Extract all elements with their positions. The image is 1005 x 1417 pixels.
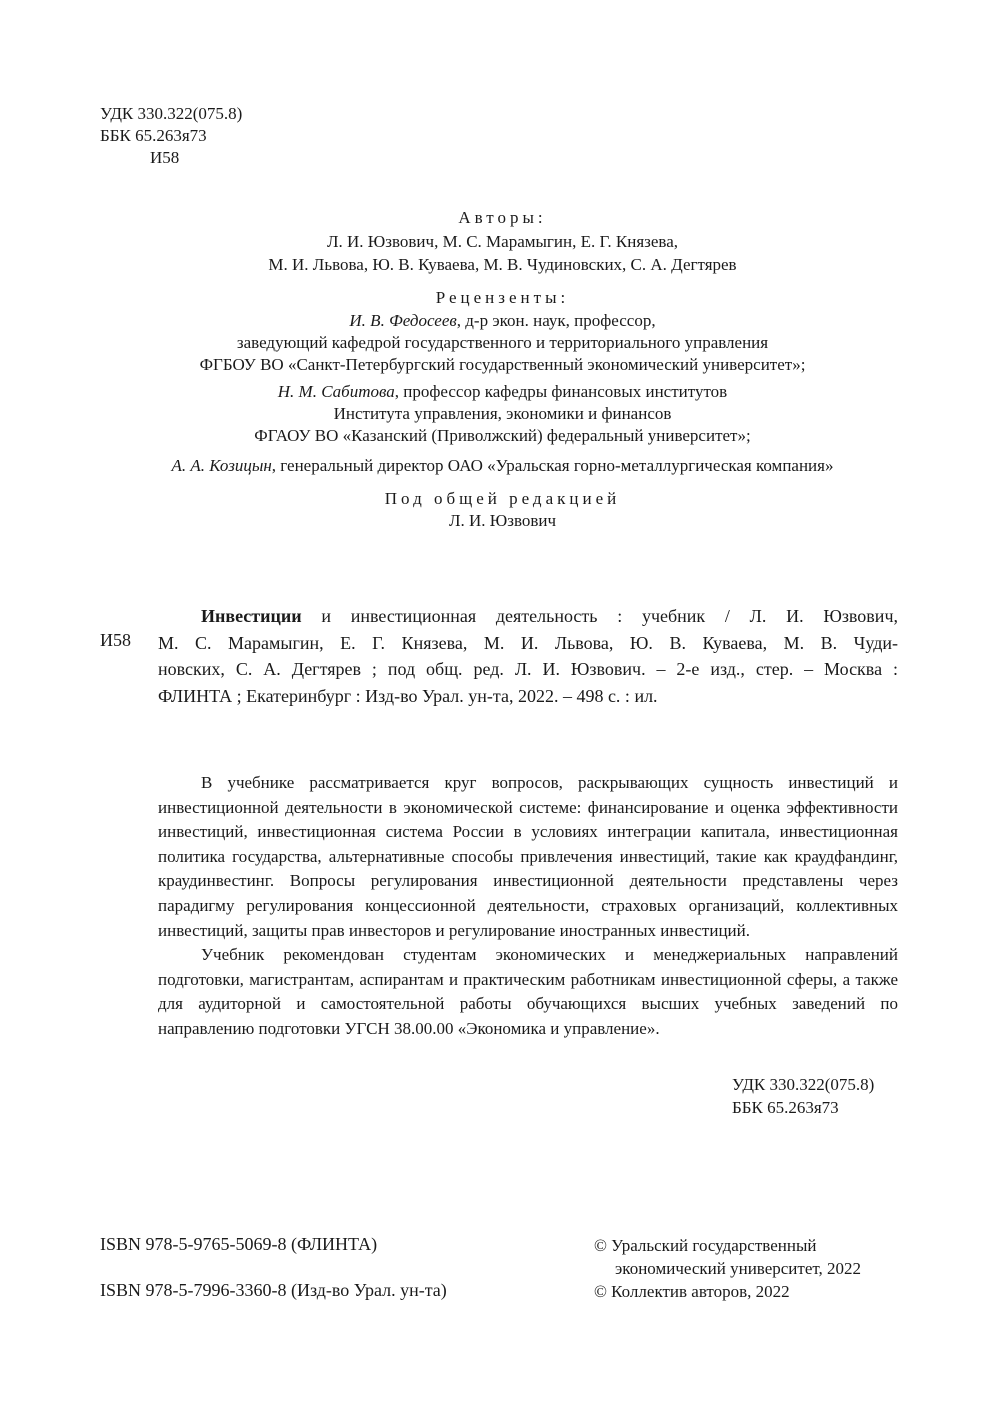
abstract [158,771,898,1042]
authors-heading: Авторы: [458,208,547,227]
book-title: Инвестиции [201,606,302,626]
author-index: И58 [150,148,180,167]
udk-code-bottom: УДК 330.322(075.8) [732,1075,875,1094]
udk-code: УДК 330.322(075.8) [100,104,243,123]
editor-heading: Под общей редакцией [384,489,621,508]
authors-line-1: Л. И. Юзвович, М. С. Марамыгин, Е. Г. Князева, [327,232,678,251]
reviewer-1-line-2: заведующий кафедрой государственного и территориального управления [236,333,769,352]
reviewer-3-name: А. А. Козицын [171,456,272,475]
reviewer-1-line-1: И. В. Федосеев, д-р экон. наук, профессор, [349,311,656,330]
bibliography-line-2: М. С. Марамыгин, Е. Г. Князева, М. И. Львова, Ю. В. Куваева, М. В. Чуди- [158,632,898,653]
reviewer-2-line-2: Института управления, экономики и финансов [333,404,672,423]
copyright-authors: © Коллектив авторов, 2022 [594,1282,790,1301]
abstract-paragraph-1: В учебнике рассматривается круг вопросов, раскрывающих сущность инвестиций и инвестиционной деятельности в экономической системе: финансирование и оценка эффективности инвестиций, инвестиционная система России в условиях интеграции капитала, инвестиционная политика государства, альтернативные способы привлечения инвестиций, такие как краудфандинг, краудинвестинг. Вопросы регулирования инвестиционной деятельности представлены через парадигму регулирования концессионной деятельности, страховых организаций, коллективных инвестиций, защиты прав инвесторов и регулирование иностранных инвестиций. [158,773,898,940]
reviewer-2-line-3: ФГАОУ ВО «Казанский (Приволжский) федеральный университет»; [254,426,751,445]
bibliographic-record [158,603,898,709]
reviewer-3-line-1: А. А. Козицын, генеральный директор ОАО «Уральская горно-металлургическая компания» [171,456,834,475]
reviewers-heading: Рецензенты: [435,288,570,307]
reviewer-1-name: И. В. Федосеев [349,311,457,330]
isbn-flinta: ISBN 978-5-9765-5069-8 (ФЛИНТА) [100,1234,378,1254]
classification-codes [100,103,242,169]
reviewer-1-line-3: ФГБОУ ВО «Санкт-Петербургский государственный экономический университет»; [199,355,806,374]
editor-name: Л. И. Юзвович [448,511,557,530]
bibliography-line-4: ФЛИНТА ; Екатеринбург : Изд-во Урал. ун-та, 2022. – 498 с. : ил. [158,685,658,706]
copyright-university: © Уральский государственный экономический университет, 2022 [594,1236,862,1278]
isbn-ural: ISBN 978-5-7996-3360-8 (Изд-во Урал. ун-та) [100,1280,447,1300]
classification-codes-bottom [732,1073,874,1119]
reviewer-2-line-1: Н. М. Сабитова, профессор кафедры финансовых институтов [277,382,728,401]
abstract-paragraph-2: Учебник рекомендован студентам экономических и менеджериальных направлений подготовки, магистрантам, аспирантам и практическим работникам инвестиционной сферы, а также для аудиторной и самостоятельной работы обучающихся высших учебных заведений по направлению подготовки УГСН 38.00.00 «Экономика и управление». [158,945,898,1038]
bibliography-line-3: новских, С. А. Дегтярев ; под общ. ред. Л. И. Юзвович. – 2-е изд., стер. – Москва : [158,659,898,679]
bibliography-line-1: Инвестиции и инвестиционная деятельность : учебник / Л. И. Юзвович, [201,606,898,626]
bbk-code-bottom: ББК 65.263я73 [732,1098,839,1117]
bibliography-index: И58 [100,630,131,650]
bbk-code: ББК 65.263я73 [100,126,207,145]
authors-line-2: М. И. Львова, Ю. В. Куваева, М. В. Чудиновских, С. А. Дегтярев [268,255,737,274]
reviewer-2-name: Н. М. Сабитова [277,382,395,401]
